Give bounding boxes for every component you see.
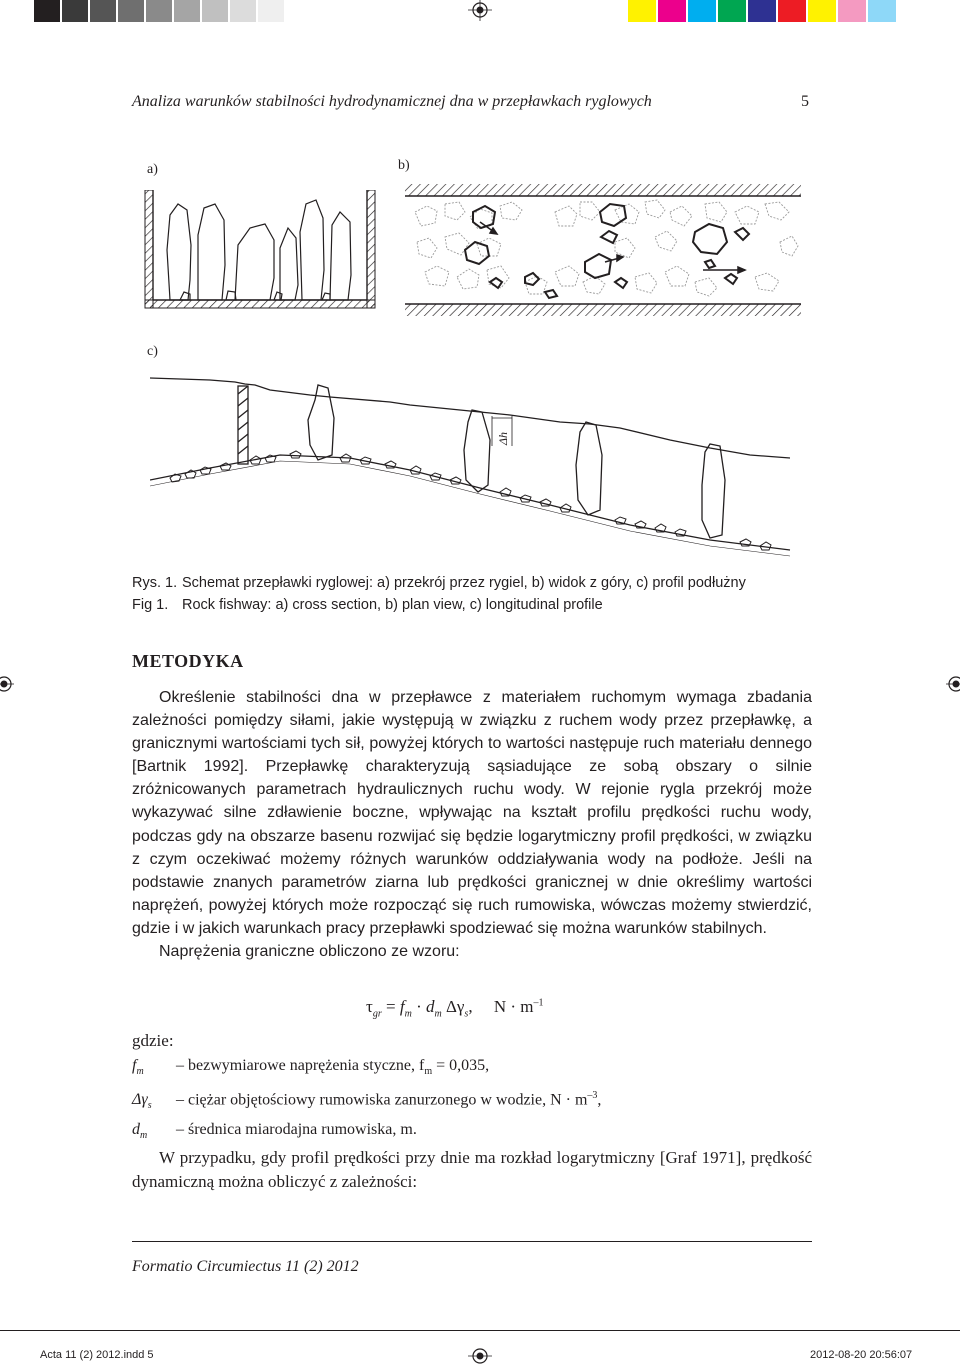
color-bar-k8: [230, 0, 256, 22]
definition-dm: $d_m$ – średnica miarodajna rumowiska, m.: [132, 1120, 417, 1141]
crop-mark-bottom: [0, 1330, 960, 1331]
registration-mark-left: [0, 672, 14, 696]
definition-fm: $f_m$ – bezwymiarowe naprężenia styczne, $f_m = 0,035$,: [132, 1057, 490, 1078]
figure-label-a: a): [147, 162, 158, 177]
figure-caption-en: [132, 597, 603, 613]
body-text-2: [132, 1146, 812, 1194]
figure-label-c: c): [147, 344, 158, 359]
equation: $\tau_{gr} = f_m \cdot d_m$ $\Delta\gamma_s$, $N \cdot m^{-1}$: [366, 997, 544, 1020]
caption-en-text: Rock fishway: a) cross section, b) plan view, c) longitudinal profile: [182, 597, 603, 613]
caption-pl-number: Rys. 1.: [132, 575, 178, 591]
registration-mark-top: [468, 0, 492, 22]
color-bar-magenta: [658, 0, 686, 22]
figure-c-longitudinal-profile: [150, 360, 810, 570]
section-title: METODYKA: [132, 651, 244, 671]
definition-dgamma: $\Delta\gamma_s$ – ciężar objętościowy rumowiska zanurzonego w wodzie, $N \cdot m^{-3}$,: [132, 1089, 602, 1112]
color-bar-green: [718, 0, 746, 22]
color-bar-k5: [146, 0, 172, 22]
color-bar-magenta2: [838, 0, 866, 22]
color-bar-k1: [34, 0, 60, 22]
paragraph-1: Określenie stabilności dna w przepławce z materiałem ruchomym wymaga zbadania zależności pomiędzy siłami, jakie występują w związku z ruchem wody przez przepławkę, a granicznymi wartościami tych sił, powyżej których to wartości następuje ruch materiału dennego [Bartnik 1992]. Przepławkę charakteryzują sąsiadujące ze sobą obszary o silnie zróżnicowanych parametrach hydraulicznych ruchu wody. W rejonie rygla przekrój może wykazywać silne zdławienie boczne, wpływając na kształt profilu prędkości ruchu wody, podczas gdy na obszarze basenu rozwijać się będzie logarytmiczny profil prędkości, w związku z czym oczekiwać możemy różnych warunków oddziaływania wody na podłoże. Jeśli na podstawie znanych parametrów ziarna lub prędkości granicznej w dnie określimy wartości naprężeń, powyżej których może rozpocząć się ruch rumowiska, wówczas możemy stwierdzić, gdzie i w jakich warunkach pracy przepławki spodziewać się można warunków stabilnych.: [132, 689, 812, 937]
figure-a-cross-section: [140, 190, 380, 320]
figure-caption-pl: [132, 575, 746, 591]
color-bar-cyan2: [868, 0, 896, 22]
color-bar-red: [778, 0, 806, 22]
registration-mark-bottom: [468, 1344, 492, 1364]
where-label: gdzie:: [132, 1031, 174, 1050]
slug-left: Acta 11 (2) 2012.indd 5: [40, 1349, 154, 1361]
color-bar-blue: [748, 0, 776, 22]
color-bar-k4: [118, 0, 144, 22]
page-number: 5: [801, 93, 809, 110]
footer-rule: [132, 1241, 812, 1242]
color-bar-k9: [258, 0, 284, 22]
color-bar-k7: [202, 0, 228, 22]
caption-en-number: Fig 1.: [132, 597, 169, 613]
body-text: [132, 686, 812, 963]
color-bar-yellow2: [808, 0, 836, 22]
figure-b-plan-view: [405, 182, 805, 322]
color-bar-yellow: [628, 0, 656, 22]
color-bar-k2: [62, 0, 88, 22]
paragraph-2: Naprężenia graniczne obliczono ze wzoru:: [159, 943, 460, 961]
figure-label-b: b): [398, 158, 410, 173]
delta-h-label: Δh: [496, 431, 510, 445]
color-bar-k6: [174, 0, 200, 22]
running-title: Analiza warunków stabilności hydrodynamicznej dna w przepławkach ryglowych: [132, 93, 652, 110]
definitions-list: [132, 1054, 601, 1147]
paragraph-3: W przypadku, gdy profil prędkości przy dnie ma rozkład logarytmiczny [Graf 1971], prędkość dynamiczną można obliczyć z zależności:: [132, 1148, 812, 1191]
footer-journal: Formatio Circumiectus 11 (2) 2012: [132, 1258, 359, 1275]
caption-pl-text: Schemat przepławki ryglowej: a) przekrój przez rygiel, b) widok z góry, c) profil podłużny: [182, 575, 746, 591]
slug-right: 2012-08-20 20:56:07: [810, 1349, 913, 1361]
registration-mark-right: [946, 672, 960, 696]
color-bar-k3: [90, 0, 116, 22]
color-bar-cyan: [688, 0, 716, 22]
